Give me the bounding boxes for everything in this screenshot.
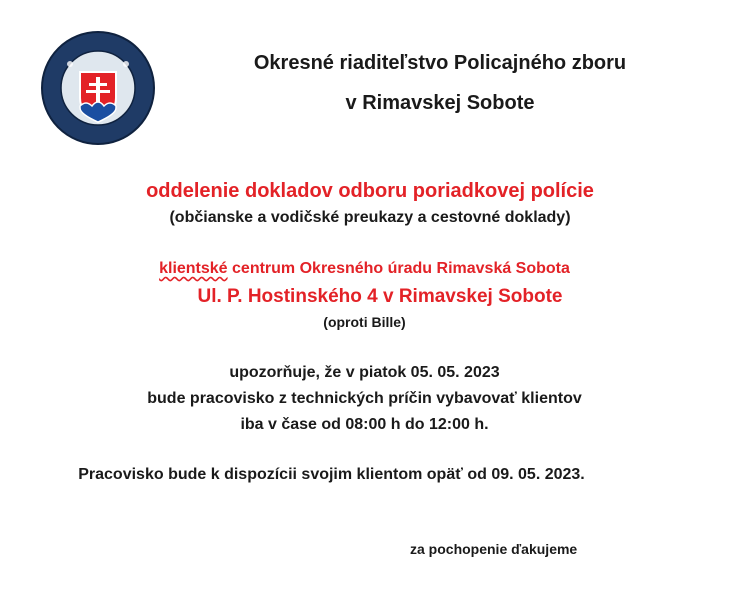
header-title-line1: Okresné riaditeľstvo Policajného zboru	[253, 52, 627, 74]
notice-line3: iba v čase od 08:00 h do 12:00 h.	[240, 416, 489, 433]
client-center-rest: centrum Okresného úradu Rimavská Sobota	[227, 260, 570, 277]
notice-line1: upozorňuje, že v piatok 05. 05. 2023	[229, 364, 500, 381]
department-title: oddelenie dokladov odboru poriadkovej polície	[146, 180, 594, 202]
availability-line: Pracovisko bude k dispozícii svojim klientom opäť od 09. 05. 2023.	[78, 466, 585, 483]
address-line: Ul. P. Hostinského 4 v Rimavskej Sobote	[197, 286, 563, 307]
client-center-line	[0, 260, 729, 278]
header-title-line2: v Rimavskej Sobote	[345, 92, 535, 114]
notice-line2: bude pracovisko z technických príčin vybavovať klientov	[147, 390, 582, 407]
department-subtitle: (občianske a vodičské preukazy a cestovné doklady)	[169, 209, 571, 226]
client-center-word: klientské	[159, 260, 228, 277]
address-note: (oproti Bille)	[323, 314, 406, 330]
closing-thanks: za pochopenie ďakujeme	[410, 541, 578, 557]
police-emblem-logo	[40, 30, 156, 146]
